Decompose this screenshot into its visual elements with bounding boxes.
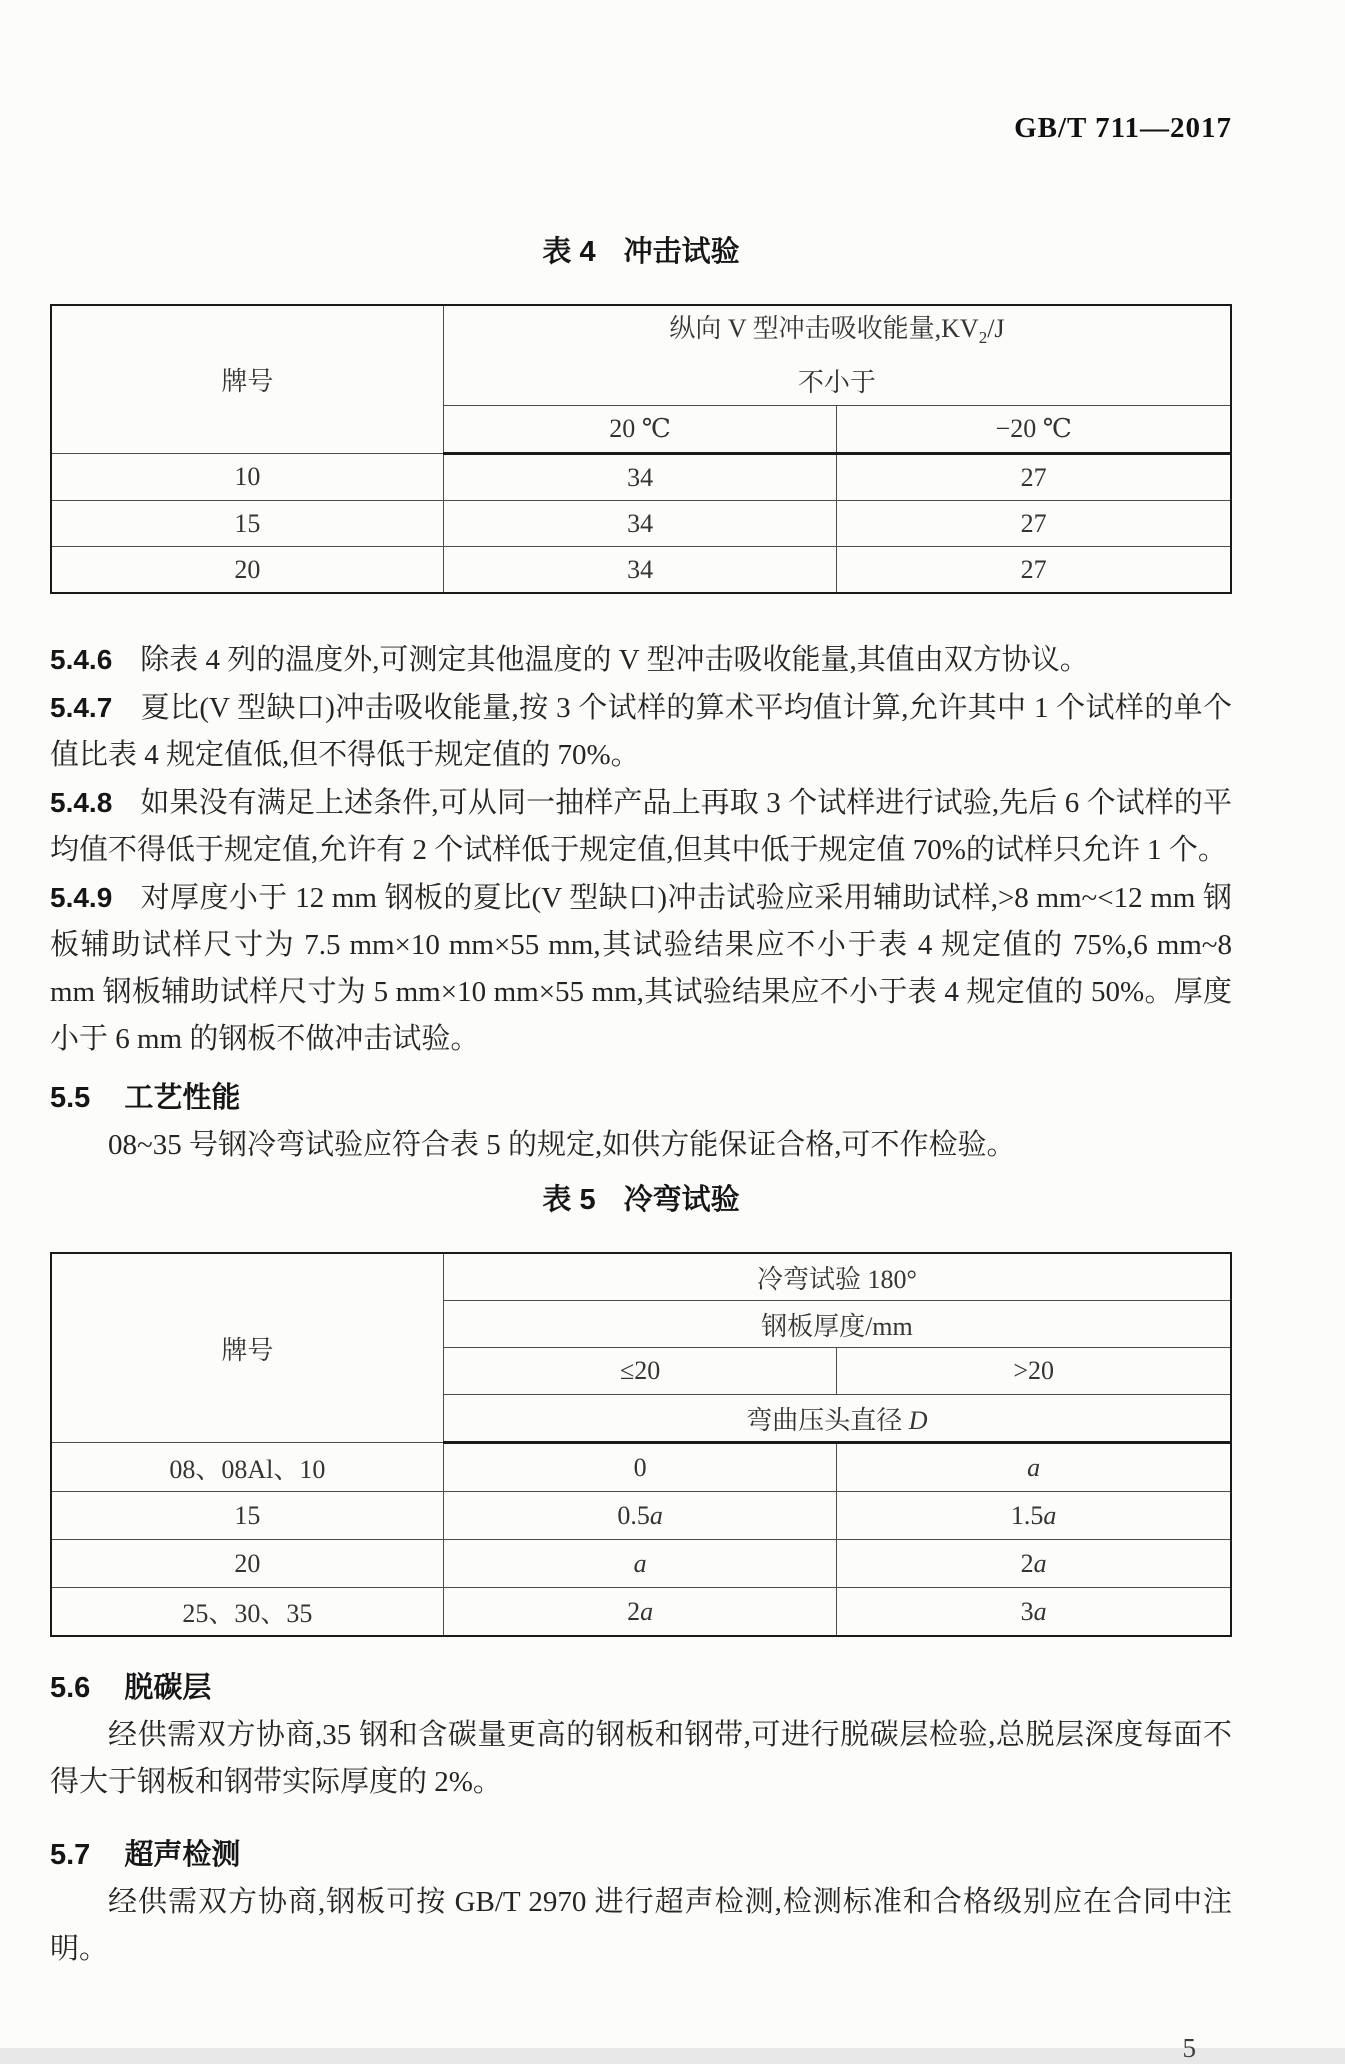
clause-5-4-8 (50, 779, 1232, 874)
clause-number: 5.4.8 (50, 787, 113, 819)
clause-number: 5.4.9 (50, 882, 113, 914)
clause-5-4-9 (50, 874, 1232, 1063)
table-cell: 20 (51, 547, 443, 594)
energy-label: 纵向 V 型冲击吸收能量,KV (669, 314, 979, 343)
clause-5-4-6 (50, 636, 1232, 684)
table-row (51, 1253, 1231, 1301)
table-row (51, 501, 1231, 547)
temp-col-header: −20 ℃ (837, 406, 1231, 454)
table-row (51, 305, 1231, 406)
clause-text: 除表 4 列的温度外,可测定其他温度的 V 型冲击吸收能量,其值由双方协议。 (140, 644, 1089, 677)
clause-5-4-7 (50, 684, 1232, 779)
clause-text: 夏比(V 型缺口)冲击吸收能量,按 3 个试样的算术平均值计算,允许其中 1 个试样的单个值比表 4 规定值低,但不得低于规定值的 70%。 (50, 692, 1232, 772)
table-cell: 0.5a (443, 1492, 837, 1540)
table-cell: 2a (837, 1540, 1231, 1588)
section-number: 5.5 (50, 1082, 91, 1115)
table-cell: 15 (51, 501, 443, 547)
clause-number: 5.4.7 (50, 692, 113, 724)
section-5-6-body: 经供需双方协商,35 钢和含碳量更高的钢板和钢带,可进行脱碳层检验,总脱层深度每面不得大于钢板和钢带实际厚度的 2%。 (50, 1719, 1232, 1799)
section-title: 脱碳层 (124, 1672, 212, 1705)
table-cell: 10 (51, 454, 443, 501)
section-5-5-heading (50, 1075, 1232, 1122)
table4-title (50, 229, 1232, 270)
table-row (51, 454, 1231, 501)
section-5-6-heading (50, 1665, 1232, 1712)
table-cell: 08、08Al、10 (51, 1443, 443, 1492)
table4-title-prefix: 表 4 (542, 236, 596, 268)
table-row (51, 547, 1231, 594)
range-col-header: >20 (837, 1348, 1231, 1395)
table-cell: 2a (443, 1588, 837, 1637)
brand-header-cell: 牌号 (51, 1253, 443, 1443)
table-row (51, 1540, 1231, 1588)
table-cell: 34 (443, 454, 837, 501)
table-cell: 15 (51, 1492, 443, 1540)
table-row (51, 1443, 1231, 1492)
table-cell: a (837, 1443, 1231, 1492)
clause-text: 对厚度小于 12 mm 钢板的夏比(V 型缺口)冲击试验应采用辅助试样,>8 mm~<12 mm 钢板辅助试样尺寸为 7.5 mm×10 mm×55 mm,其试验结果应不小于表 4 规定值的 75%,6 mm~8 mm 钢板辅助试样尺寸为 5 mm×10 mm×55 mm,其试验结果应不小于表 4 规定值的 50%。厚度小于 6 mm 的钢板不做冲击试验。 (50, 882, 1232, 1056)
standard-number: GB/T 711—2017 (1014, 112, 1232, 144)
energy-header-cell (443, 305, 1231, 406)
energy-unit: /J (987, 314, 1005, 343)
table-cell: 34 (443, 501, 837, 547)
thickness-header: 钢板厚度/mm (443, 1301, 1231, 1348)
table-cell: 0 (443, 1443, 837, 1492)
table5-title (50, 1177, 1232, 1218)
section-title: 工艺性能 (124, 1082, 241, 1115)
section-number: 5.6 (50, 1672, 91, 1705)
impact-test-table (50, 304, 1232, 594)
table-cell: 3a (837, 1588, 1231, 1637)
cold-bend-test-table (50, 1252, 1232, 1637)
diameter-header: 弯曲压头直径 D (443, 1395, 1231, 1443)
table-cell: 27 (837, 547, 1231, 594)
page-number: 5 (1182, 2033, 1196, 2064)
clause-text: 如果没有满足上述条件,可从同一抽样产品上再取 3 个试样进行试验,先后 6 个试样的平均值不得低于规定值,允许有 2 个试样低于规定值,但其中低于规定值 70%的试样只允许 1 个。 (50, 787, 1232, 867)
section-5-7-heading (50, 1832, 1232, 1879)
range-col-header: ≤20 (443, 1348, 837, 1395)
not-less-than-label: 不小于 (797, 368, 876, 398)
section-5-5-body: 08~35 号钢冷弯试验应符合表 5 的规定,如供方能保证合格,可不作检验。 (108, 1129, 1016, 1162)
table-cell: 25、30、35 (51, 1588, 443, 1637)
table-row (51, 1588, 1231, 1637)
table-cell: 27 (837, 501, 1231, 547)
section-number: 5.7 (50, 1839, 91, 1872)
bend-test-header: 冷弯试验 180° (443, 1253, 1231, 1301)
table-cell: 27 (837, 454, 1231, 501)
table-cell: 34 (443, 547, 837, 594)
brand-header-cell: 牌号 (51, 305, 443, 454)
section-5-7-body: 经供需双方协商,钢板可按 GB/T 2970 进行超声检测,检测标准和合格级别应在合同中注明。 (50, 1886, 1232, 1966)
table4-title-name: 冲击试验 (623, 236, 740, 268)
table-cell: 1.5a (837, 1492, 1231, 1540)
section-title: 超声检测 (124, 1839, 241, 1872)
table-cell: 20 (51, 1540, 443, 1588)
energy-subscript: 2 (978, 328, 988, 348)
temp-col-header: 20 ℃ (443, 406, 837, 454)
clause-block (50, 636, 1232, 1063)
table5-title-prefix: 表 5 (542, 1184, 596, 1217)
table-cell: a (443, 1540, 837, 1588)
clause-number: 5.4.6 (50, 644, 113, 676)
table5-title-name: 冷弯试验 (623, 1184, 740, 1217)
table-row (51, 1492, 1231, 1540)
